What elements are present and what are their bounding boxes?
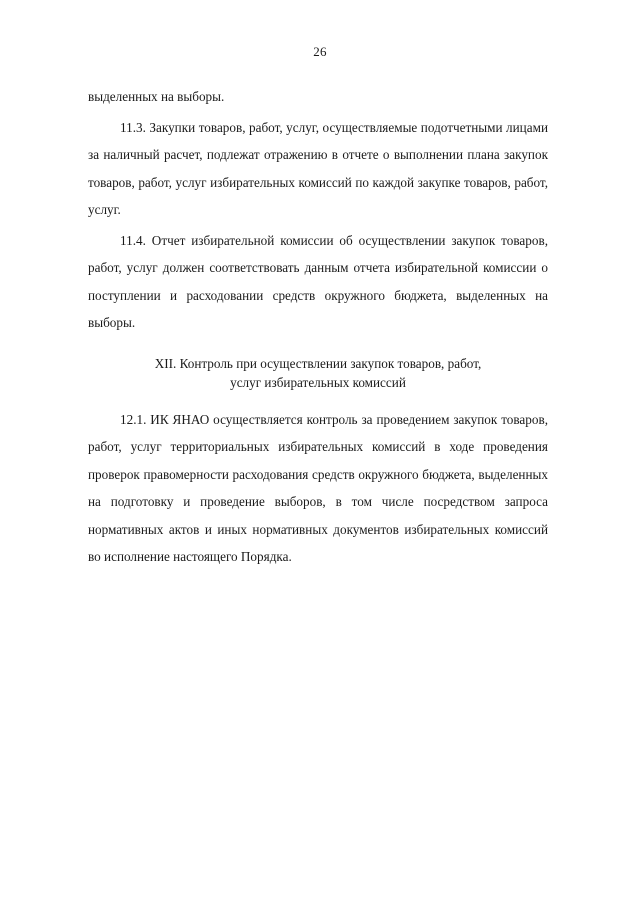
paragraph-12-1: 12.1. ИК ЯНАО осуществляется контроль за проведением закупок товаров, работ, услуг территориальных избирательных комиссий в ходе проведения проверок правомерности расходования средств окружного бюджета, выделенных на подготовку и проведение выборов, в том числе посредством запроса нормативных актов и иных нормативных документов избирательных комиссий во исполнение настоящего Порядка. [88,411,548,564]
section-heading-line-2: услуг избирательных комиссий [230,374,406,390]
document-body [88,83,548,571]
section-heading-xii [88,354,548,392]
page-number: 26 [313,44,327,59]
paragraph-11-4: 11.4. Отчет избирательной комиссии об осуществлении закупок товаров, работ, услуг должен соответствовать данным отчета избирательной комиссии о поступлении и расходовании средств окружного бюджета, выделенных на выборы. [88,232,548,330]
paragraph-11-3: 11.3. Закупки товаров, работ, услуг, осуществляемые подотчетными лицами за наличный расчет, подлежат отражению в отчете о выполнении плана закупок товаров, работ, услуг избирательных комиссий по каждой закупке товаров, работ, услуг. [88,119,548,217]
paragraph-continuation: выделенных на выборы. [88,89,225,104]
section-heading-line-1: XII. Контроль при осуществлении закупок товаров, работ, [154,355,482,371]
